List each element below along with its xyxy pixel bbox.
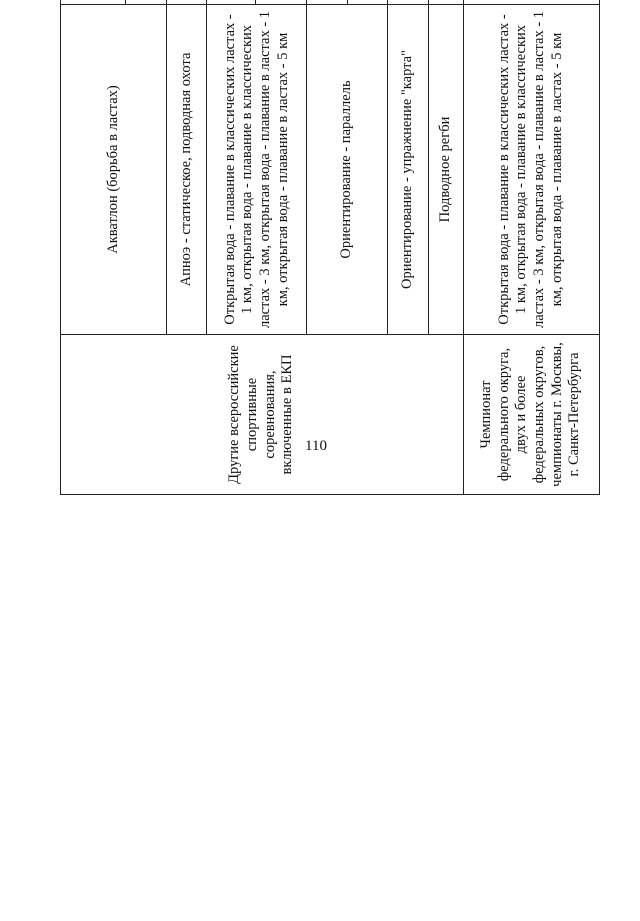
group-cell <box>388 0 428 5</box>
competition-cell: Другие всероссийские спортивные соревнования, включенные в ЕКП <box>61 335 464 495</box>
group-cell <box>126 0 167 5</box>
group-cell <box>207 0 256 5</box>
discipline-cell: Акватлон (борьба в ластах) <box>61 5 167 335</box>
discipline-cell: Открытая вода - плавание в классических ластах - 1 км, открытая вода - плавание в классических ластах - 3 км, открытая вода - плавание в ластах - 1 км, открытая вода - плавание в ластах - 5 км <box>207 5 307 335</box>
rotated-table-frame <box>60 10 583 879</box>
group-cell <box>307 0 347 5</box>
group-cell <box>463 0 599 5</box>
table-row <box>61 0 126 495</box>
group-cell <box>167 0 207 5</box>
discipline-cell: Подводное регби <box>428 5 463 335</box>
page-number: 110 <box>305 438 327 454</box>
group-cell <box>347 0 387 5</box>
group-cell <box>428 0 463 5</box>
discipline-cell: Ориентирование - упражнение "карта" <box>388 5 428 335</box>
rank-requirements-table <box>60 0 600 495</box>
competition-cell: Чемпионат федерального округа, двух и более федеральных округов, чемпионаты г. Москвы, г. Санкт-Петербурга <box>463 335 599 495</box>
table-row <box>463 0 599 495</box>
discipline-cell: Апноэ - статическое, подводная охота <box>167 5 207 335</box>
discipline-cell: Ориентирование - параллель <box>307 5 388 335</box>
group-cell <box>61 0 126 5</box>
group-cell <box>256 0 307 5</box>
discipline-cell: Открытая вода - плавание в классических ластах - 1 км, открытая вода - плавание в классических ластах - 3 км, открытая вода - плавание в ластах - 1 км, открытая вода - плавание в ластах - 5 км <box>463 5 599 335</box>
